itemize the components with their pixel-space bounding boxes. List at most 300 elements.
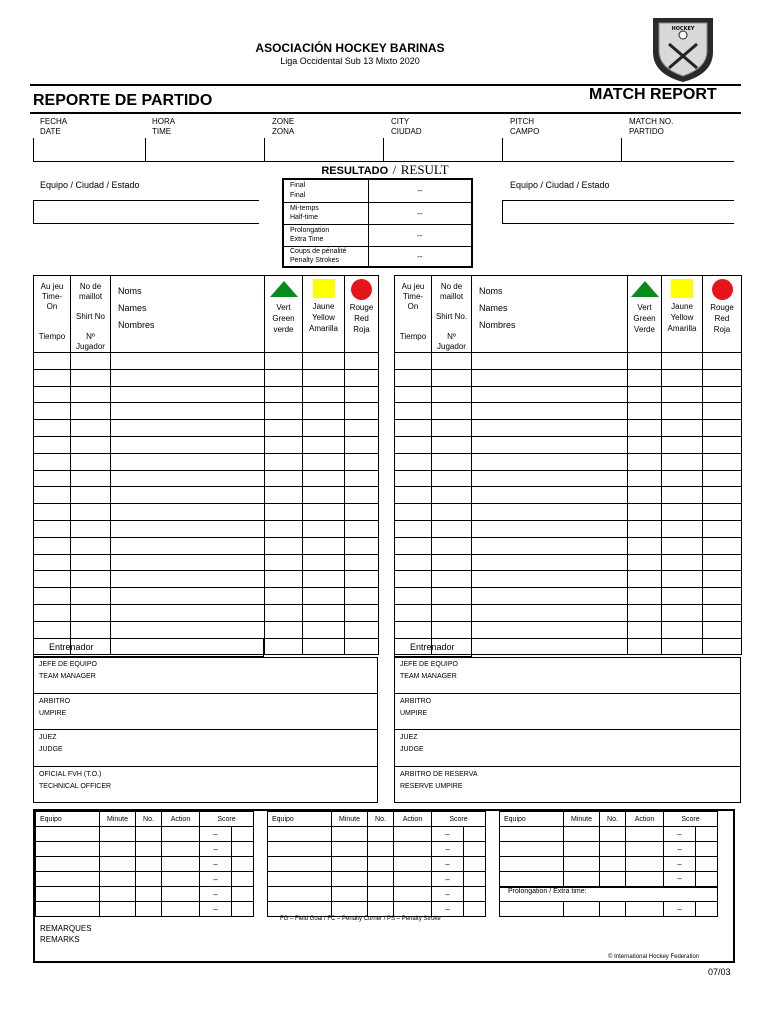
goal-score-home[interactable]: – [664, 827, 696, 842]
goal-row[interactable] [500, 902, 718, 917]
player-name-cell[interactable] [472, 453, 628, 470]
goal-score-away[interactable] [232, 887, 254, 902]
goal-score-home[interactable]: – [432, 857, 464, 872]
goal-team-cell[interactable] [268, 887, 332, 902]
red-card-cell[interactable] [345, 520, 379, 537]
player-row[interactable] [34, 386, 379, 403]
yellow-card-cell[interactable] [303, 504, 345, 521]
yellow-card-cell[interactable] [303, 621, 345, 638]
goal-action-cell[interactable] [626, 827, 664, 842]
goal-action-cell[interactable] [162, 887, 200, 902]
player-name-cell[interactable] [472, 621, 628, 638]
player-row[interactable] [395, 453, 742, 470]
time-on-cell[interactable] [395, 420, 432, 437]
player-name-cell[interactable] [111, 420, 265, 437]
goal-team-cell[interactable] [500, 842, 564, 857]
yellow-card-cell[interactable] [662, 470, 703, 487]
red-card-cell[interactable] [345, 604, 379, 621]
player-name-cell[interactable] [111, 621, 265, 638]
goal-no-cell[interactable] [368, 872, 394, 887]
shirt-no-cell[interactable] [71, 571, 111, 588]
goal-minute-cell[interactable] [100, 902, 136, 917]
goal-score-away[interactable] [696, 827, 718, 842]
time-on-cell[interactable] [34, 369, 71, 386]
goal-score-home[interactable]: – [432, 872, 464, 887]
yellow-card-cell[interactable] [662, 604, 703, 621]
red-card-cell[interactable] [703, 554, 742, 571]
red-card-cell[interactable] [345, 470, 379, 487]
red-card-cell[interactable] [703, 504, 742, 521]
red-card-cell[interactable] [345, 453, 379, 470]
player-row[interactable] [395, 436, 742, 453]
red-card-cell[interactable] [345, 369, 379, 386]
shirt-no-cell[interactable] [432, 554, 472, 571]
player-row[interactable] [395, 604, 742, 621]
yellow-card-cell[interactable] [303, 554, 345, 571]
player-name-cell[interactable] [472, 604, 628, 621]
player-row[interactable] [395, 353, 742, 370]
red-card-cell[interactable] [345, 554, 379, 571]
time-on-cell[interactable] [34, 571, 71, 588]
green-card-cell[interactable] [628, 369, 662, 386]
time-on-cell[interactable] [34, 504, 71, 521]
red-card-cell[interactable] [345, 353, 379, 370]
goal-team-cell[interactable] [268, 857, 332, 872]
player-name-cell[interactable] [111, 604, 265, 621]
green-card-cell[interactable] [265, 436, 303, 453]
player-name-cell[interactable] [472, 420, 628, 437]
goal-minute-cell[interactable] [100, 872, 136, 887]
green-card-cell[interactable] [265, 604, 303, 621]
red-card-cell[interactable] [345, 386, 379, 403]
goal-score-away[interactable] [696, 872, 718, 887]
player-name-cell[interactable] [111, 537, 265, 554]
goal-row[interactable] [36, 872, 254, 887]
time-on-cell[interactable] [34, 621, 71, 638]
yellow-card-cell[interactable] [662, 520, 703, 537]
red-card-cell[interactable] [345, 537, 379, 554]
yellow-card-cell[interactable] [303, 487, 345, 504]
time-on-cell[interactable] [34, 554, 71, 571]
goal-no-cell[interactable] [368, 827, 394, 842]
time-on-cell[interactable] [34, 604, 71, 621]
goal-score-away[interactable] [232, 872, 254, 887]
time-on-cell[interactable] [34, 420, 71, 437]
goal-minute-cell[interactable] [564, 872, 600, 887]
green-card-cell[interactable] [265, 453, 303, 470]
player-row[interactable] [395, 554, 742, 571]
goal-no-cell[interactable] [136, 842, 162, 857]
time-on-cell[interactable] [34, 403, 71, 420]
player-row[interactable] [34, 369, 379, 386]
red-card-cell[interactable] [703, 604, 742, 621]
player-row[interactable] [395, 504, 742, 521]
time-on-cell[interactable] [395, 386, 432, 403]
shirt-no-cell[interactable] [432, 353, 472, 370]
player-row[interactable] [34, 537, 379, 554]
player-row[interactable] [395, 621, 742, 638]
yellow-card-cell[interactable] [662, 369, 703, 386]
red-card-cell[interactable] [703, 453, 742, 470]
player-name-cell[interactable] [472, 386, 628, 403]
player-name-cell[interactable] [111, 571, 265, 588]
green-card-cell[interactable] [265, 537, 303, 554]
goal-minute-cell[interactable] [332, 902, 368, 917]
red-card-cell[interactable] [345, 436, 379, 453]
player-row[interactable] [34, 604, 379, 621]
goal-score-home[interactable]: – [200, 872, 232, 887]
goal-no-cell[interactable] [368, 857, 394, 872]
goal-score-home[interactable]: – [664, 872, 696, 887]
green-card-cell[interactable] [628, 638, 662, 655]
time-on-cell[interactable] [395, 403, 432, 420]
goal-score-home[interactable]: – [200, 857, 232, 872]
time-on-cell[interactable] [395, 621, 432, 638]
time-on-cell[interactable] [34, 453, 71, 470]
goal-score-away[interactable] [464, 857, 486, 872]
goal-team-cell[interactable] [500, 902, 564, 917]
time-on-cell[interactable] [395, 369, 432, 386]
shirt-no-cell[interactable] [71, 520, 111, 537]
player-name-cell[interactable] [111, 369, 265, 386]
goal-score-away[interactable] [464, 902, 486, 917]
red-card-cell[interactable] [345, 588, 379, 605]
goal-score-home[interactable]: – [200, 902, 232, 917]
green-card-cell[interactable] [265, 470, 303, 487]
goal-team-cell[interactable] [36, 887, 100, 902]
goal-row[interactable] [268, 857, 486, 872]
player-name-cell[interactable] [111, 436, 265, 453]
green-card-cell[interactable] [265, 369, 303, 386]
green-card-cell[interactable] [265, 638, 303, 655]
player-row[interactable] [34, 436, 379, 453]
goal-minute-cell[interactable] [564, 857, 600, 872]
green-card-cell[interactable] [265, 386, 303, 403]
goal-score-home[interactable]: – [432, 827, 464, 842]
goal-row[interactable] [268, 902, 486, 917]
goal-score-away[interactable] [232, 902, 254, 917]
goal-score-home[interactable]: – [432, 842, 464, 857]
yellow-card-cell[interactable] [303, 588, 345, 605]
time-on-cell[interactable] [395, 353, 432, 370]
goal-no-cell[interactable] [136, 887, 162, 902]
shirt-no-cell[interactable] [432, 386, 472, 403]
yellow-card-cell[interactable] [662, 554, 703, 571]
goal-row[interactable] [268, 872, 486, 887]
time-on-cell[interactable] [34, 588, 71, 605]
green-card-cell[interactable] [265, 520, 303, 537]
goal-row[interactable] [36, 857, 254, 872]
goal-score-home[interactable]: – [432, 887, 464, 902]
time-on-cell[interactable] [395, 571, 432, 588]
goal-team-cell[interactable] [500, 872, 564, 887]
goal-score-home[interactable]: – [200, 887, 232, 902]
goal-row[interactable] [36, 902, 254, 917]
goal-action-cell[interactable] [394, 857, 432, 872]
player-name-cell[interactable] [472, 436, 628, 453]
goal-no-cell[interactable] [600, 902, 626, 917]
goal-score-away[interactable] [696, 857, 718, 872]
goal-minute-cell[interactable] [100, 842, 136, 857]
red-card-cell[interactable] [703, 369, 742, 386]
red-card-cell[interactable] [345, 504, 379, 521]
result-halftime-value[interactable]: -- [368, 202, 472, 224]
result-extratime-value[interactable]: -- [368, 224, 472, 246]
red-card-cell[interactable] [703, 537, 742, 554]
goal-action-cell[interactable] [394, 902, 432, 917]
team-input-right[interactable] [502, 200, 734, 224]
goal-minute-cell[interactable] [332, 872, 368, 887]
goal-row[interactable] [500, 857, 718, 872]
goal-action-cell[interactable] [162, 857, 200, 872]
shirt-no-cell[interactable] [432, 420, 472, 437]
time-on-cell[interactable] [395, 554, 432, 571]
red-card-cell[interactable] [703, 403, 742, 420]
green-card-cell[interactable] [628, 470, 662, 487]
yellow-card-cell[interactable] [662, 436, 703, 453]
goal-score-away[interactable] [464, 827, 486, 842]
player-row[interactable] [34, 554, 379, 571]
goal-score-home[interactable]: – [664, 902, 696, 917]
green-card-cell[interactable] [628, 520, 662, 537]
player-name-cell[interactable] [472, 638, 628, 655]
shirt-no-cell[interactable] [432, 520, 472, 537]
shirt-no-cell[interactable] [71, 588, 111, 605]
player-name-cell[interactable] [472, 520, 628, 537]
shirt-no-cell[interactable] [71, 621, 111, 638]
goal-no-cell[interactable] [368, 887, 394, 902]
goal-team-cell[interactable] [36, 827, 100, 842]
green-card-cell[interactable] [265, 353, 303, 370]
goal-team-cell[interactable] [268, 902, 332, 917]
yellow-card-cell[interactable] [303, 638, 345, 655]
yellow-card-cell[interactable] [303, 353, 345, 370]
yellow-card-cell[interactable] [303, 403, 345, 420]
goal-team-cell[interactable] [268, 872, 332, 887]
yellow-card-cell[interactable] [662, 487, 703, 504]
green-card-cell[interactable] [628, 420, 662, 437]
yellow-card-cell[interactable] [303, 520, 345, 537]
player-row[interactable] [395, 571, 742, 588]
goal-action-cell[interactable] [162, 872, 200, 887]
goal-minute-cell[interactable] [100, 887, 136, 902]
yellow-card-cell[interactable] [662, 453, 703, 470]
time-on-cell[interactable] [395, 504, 432, 521]
shirt-no-cell[interactable] [432, 571, 472, 588]
player-row[interactable] [34, 588, 379, 605]
goal-score-away[interactable] [232, 857, 254, 872]
player-name-cell[interactable] [111, 470, 265, 487]
shirt-no-cell[interactable] [71, 453, 111, 470]
shirt-no-cell[interactable] [71, 504, 111, 521]
player-name-cell[interactable] [472, 571, 628, 588]
shirt-no-cell[interactable] [71, 353, 111, 370]
goal-score-home[interactable]: – [432, 902, 464, 917]
result-final-value[interactable]: -- [368, 179, 472, 202]
shirt-no-cell[interactable] [432, 487, 472, 504]
goal-action-cell[interactable] [394, 827, 432, 842]
player-name-cell[interactable] [472, 470, 628, 487]
yellow-card-cell[interactable] [662, 420, 703, 437]
goal-minute-cell[interactable] [332, 857, 368, 872]
player-row[interactable] [34, 487, 379, 504]
player-name-cell[interactable] [472, 369, 628, 386]
shirt-no-cell[interactable] [432, 504, 472, 521]
goal-team-cell[interactable] [268, 827, 332, 842]
yellow-card-cell[interactable] [662, 403, 703, 420]
player-row[interactable] [395, 520, 742, 537]
goal-action-cell[interactable] [626, 902, 664, 917]
green-card-cell[interactable] [265, 571, 303, 588]
player-name-cell[interactable] [111, 353, 265, 370]
shirt-no-cell[interactable] [432, 436, 472, 453]
shirt-no-cell[interactable] [71, 470, 111, 487]
yellow-card-cell[interactable] [662, 621, 703, 638]
red-card-cell[interactable] [703, 420, 742, 437]
yellow-card-cell[interactable] [303, 453, 345, 470]
green-card-cell[interactable] [628, 403, 662, 420]
shirt-no-cell[interactable] [71, 537, 111, 554]
goal-minute-cell[interactable] [564, 827, 600, 842]
team-input-left[interactable] [33, 200, 259, 224]
shirt-no-cell[interactable] [71, 554, 111, 571]
player-row[interactable] [395, 420, 742, 437]
red-card-cell[interactable] [703, 520, 742, 537]
goal-minute-cell[interactable] [100, 857, 136, 872]
shirt-no-cell[interactable] [71, 436, 111, 453]
goal-team-cell[interactable] [36, 872, 100, 887]
goal-no-cell[interactable] [368, 842, 394, 857]
yellow-card-cell[interactable] [303, 436, 345, 453]
shirt-no-cell[interactable] [71, 487, 111, 504]
shirt-no-cell[interactable] [71, 420, 111, 437]
goal-row[interactable] [36, 887, 254, 902]
player-row[interactable] [395, 403, 742, 420]
goal-row[interactable] [268, 842, 486, 857]
goal-no-cell[interactable] [600, 827, 626, 842]
green-card-cell[interactable] [628, 353, 662, 370]
red-card-cell[interactable] [345, 638, 379, 655]
red-card-cell[interactable] [703, 638, 742, 655]
goal-minute-cell[interactable] [332, 827, 368, 842]
yellow-card-cell[interactable] [662, 537, 703, 554]
green-card-cell[interactable] [628, 386, 662, 403]
time-on-cell[interactable] [34, 386, 71, 403]
player-row[interactable] [34, 420, 379, 437]
goal-action-cell[interactable] [162, 827, 200, 842]
shirt-no-cell[interactable] [432, 537, 472, 554]
time-on-cell[interactable] [34, 537, 71, 554]
goal-team-cell[interactable] [500, 857, 564, 872]
yellow-card-cell[interactable] [303, 386, 345, 403]
time-on-cell[interactable] [34, 520, 71, 537]
goal-action-cell[interactable] [626, 872, 664, 887]
green-card-cell[interactable] [628, 588, 662, 605]
player-name-cell[interactable] [472, 487, 628, 504]
green-card-cell[interactable] [265, 504, 303, 521]
goal-action-cell[interactable] [394, 887, 432, 902]
goal-action-cell[interactable] [626, 842, 664, 857]
time-on-cell[interactable] [395, 588, 432, 605]
goal-score-away[interactable] [696, 842, 718, 857]
player-row[interactable] [395, 588, 742, 605]
green-card-cell[interactable] [628, 453, 662, 470]
player-row[interactable] [395, 487, 742, 504]
goal-action-cell[interactable] [162, 902, 200, 917]
time-on-cell[interactable] [395, 436, 432, 453]
red-card-cell[interactable] [703, 353, 742, 370]
player-row[interactable] [395, 537, 742, 554]
goal-no-cell[interactable] [136, 857, 162, 872]
goal-row[interactable] [500, 872, 718, 887]
goal-no-cell[interactable] [136, 872, 162, 887]
goal-score-away[interactable] [464, 842, 486, 857]
goal-score-away[interactable] [232, 842, 254, 857]
red-card-cell[interactable] [345, 403, 379, 420]
goal-action-cell[interactable] [394, 872, 432, 887]
shirt-no-cell[interactable] [71, 604, 111, 621]
green-card-cell[interactable] [628, 621, 662, 638]
yellow-card-cell[interactable] [303, 470, 345, 487]
shirt-no-cell[interactable] [432, 588, 472, 605]
player-row[interactable] [395, 369, 742, 386]
player-name-cell[interactable] [111, 487, 265, 504]
green-card-cell[interactable] [628, 487, 662, 504]
yellow-card-cell[interactable] [662, 353, 703, 370]
player-name-cell[interactable] [111, 453, 265, 470]
red-card-cell[interactable] [345, 571, 379, 588]
time-on-cell[interactable] [34, 487, 71, 504]
goal-row[interactable] [36, 827, 254, 842]
green-card-cell[interactable] [265, 554, 303, 571]
red-card-cell[interactable] [345, 487, 379, 504]
yellow-card-cell[interactable] [662, 571, 703, 588]
goal-score-home[interactable]: – [200, 842, 232, 857]
green-card-cell[interactable] [628, 537, 662, 554]
time-on-cell[interactable] [395, 604, 432, 621]
player-name-cell[interactable] [472, 588, 628, 605]
player-name-cell[interactable] [111, 504, 265, 521]
red-card-cell[interactable] [703, 436, 742, 453]
red-card-cell[interactable] [703, 571, 742, 588]
red-card-cell[interactable] [703, 588, 742, 605]
goal-minute-cell[interactable] [564, 902, 600, 917]
yellow-card-cell[interactable] [303, 604, 345, 621]
goal-score-away[interactable] [696, 902, 718, 917]
player-row[interactable] [34, 403, 379, 420]
player-row[interactable] [34, 621, 379, 638]
green-card-cell[interactable] [628, 436, 662, 453]
goal-row[interactable] [268, 887, 486, 902]
goal-no-cell[interactable] [600, 842, 626, 857]
yellow-card-cell[interactable] [662, 386, 703, 403]
player-name-cell[interactable] [472, 353, 628, 370]
green-card-cell[interactable] [265, 588, 303, 605]
yellow-card-cell[interactable] [303, 571, 345, 588]
goal-score-away[interactable] [464, 872, 486, 887]
goal-action-cell[interactable] [162, 842, 200, 857]
goal-score-home[interactable]: – [664, 857, 696, 872]
player-name-cell[interactable] [472, 504, 628, 521]
goal-minute-cell[interactable] [564, 842, 600, 857]
goal-row[interactable] [268, 827, 486, 842]
shirt-no-cell[interactable] [71, 403, 111, 420]
goal-action-cell[interactable] [626, 857, 664, 872]
green-card-cell[interactable] [628, 571, 662, 588]
player-name-cell[interactable] [111, 520, 265, 537]
goal-team-cell[interactable] [500, 827, 564, 842]
shirt-no-cell[interactable] [432, 403, 472, 420]
